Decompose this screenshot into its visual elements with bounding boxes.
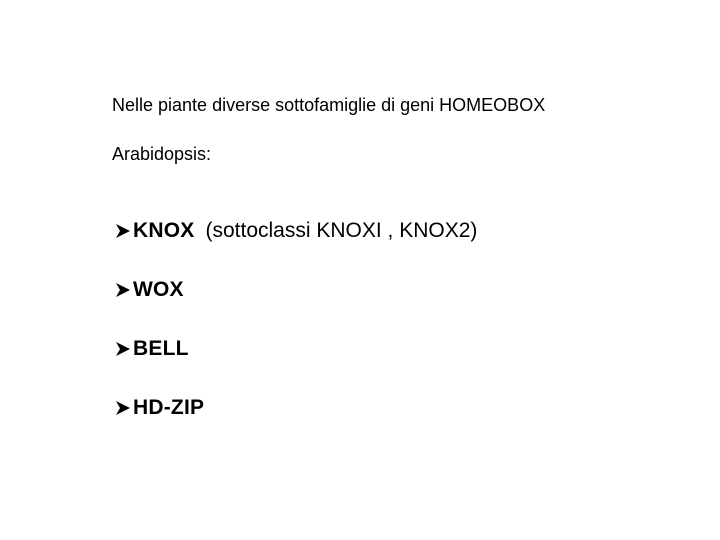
list-item-wox <box>114 274 477 306</box>
gene-family-name: KNOX <box>133 219 195 242</box>
gene-family-detail: (sottoclassi KNOXI , KNOX2) <box>205 219 478 242</box>
gene-family-list <box>114 215 477 451</box>
list-item-bell <box>114 333 477 365</box>
arrowhead-bullet-icon <box>114 399 132 417</box>
intro-heading: Nelle piante diverse sottofamiglie di geni HOMEOBOX <box>112 95 546 115</box>
list-item-knox <box>114 215 477 247</box>
gene-family-name: HD-ZIP <box>133 396 205 419</box>
list-item-hd-zip <box>114 392 477 424</box>
arrowhead-bullet-icon <box>114 281 132 299</box>
arrowhead-bullet-icon <box>114 222 132 240</box>
gene-family-name: BELL <box>133 337 189 360</box>
gene-family-name: WOX <box>133 278 184 301</box>
organism-label: Arabidopsis: <box>112 144 212 164</box>
arrowhead-bullet-icon <box>114 340 132 358</box>
